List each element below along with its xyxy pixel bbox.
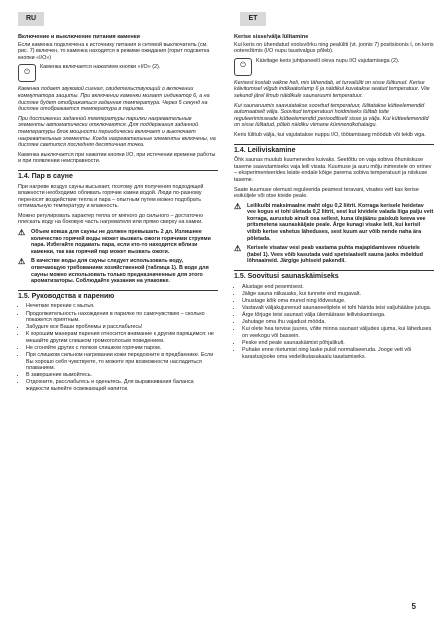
- list-item: • Unustage kõik oma mured ning lõdvestuge.: [242, 298, 434, 305]
- et-guide-list: [234, 284, 434, 361]
- list-item: • Не сгоняйте других с полков слишком горячим паром.: [26, 345, 218, 352]
- et-power-press: Käivitage keris juhtpaneelil oleva nupu I/O vajutamisega (2).: [256, 57, 400, 64]
- et-warning-2: [234, 245, 434, 265]
- list-item: • Puhake enne riietumist ning laske pulsil normaliseeruda. Jooge vett või karastusjooke oma vedelikutasakaalu taastamiseks.: [242, 347, 434, 360]
- ru-guide-list: [18, 303, 218, 392]
- list-item: • Забудьте все Ваши проблемы и расслабьтесь!: [26, 324, 218, 331]
- page-number: 5: [411, 602, 416, 611]
- list-item: • В завершение вымойтесь.: [26, 372, 218, 379]
- et-warning-2-text: Kerisele visatav vesi peab vastama puhta majapidamisvee nõuetele (tabel 1). Vees võib kasutada vaid spetsiaalselt sauna jaoks mõeldud lõhnaaineid. Järgige juhiseid pakendil.: [247, 245, 423, 265]
- warning-icon: ⚠: [234, 244, 242, 254]
- ru-heating-text: При достижении заданной температуры парилки нагревательные элементы автоматически отключаются. Для поддержания заданной температуры блок мощности периодически включает и выключает нагревательные элементы. Когда нагревательные элементы включены, на дисплее светится последняя десятичная точка.: [18, 115, 216, 149]
- ru-signal-text: Каменка подает звуковой сигнал, свидетельствующий о включении коммутатора защиты. При включении каменки мигает индикатор 6, а на дисплее будет отображаться заданная температура. Через 5 секунд на дисплее отображается температура в парилке.: [18, 86, 210, 113]
- ru-warning-1: [18, 229, 218, 255]
- warning-icon: ⚠: [18, 257, 26, 267]
- warning-icon: ⚠: [18, 228, 26, 238]
- ru-warning-2: [18, 258, 218, 284]
- list-item: • Alustage end pesemisest.: [242, 284, 434, 291]
- power-button-icon: ⏻: [234, 58, 252, 76]
- et-warning-1-text: Leilikulbi maksimaalne maht olgu 0,2 liitrit. Korraga kerisele heidetav vee kogus ei tohi ületada 0,2 liitrit, sest kui kividele valada liiga palju vett korraga, aurustub ainult osa sellest, kuna ülejäänu paiskub keeva vee pritsmetena saunaskäijate peale. Ärge kunagi visake leili, kui kerisil viibib kerise vahetus läheduses, sest kuum aur võib nende naha ära põletada.: [247, 202, 434, 242]
- ru-guide-title: 1.5. Руководства к парению: [18, 292, 115, 300]
- et-column: [234, 34, 434, 361]
- ru-power-press: Каменка включается нажатием кнопки «I/O» (2).: [40, 64, 161, 71]
- power-button-icon: ⏻: [18, 64, 36, 82]
- language-tab-et: ET: [240, 12, 266, 26]
- ru-column: [18, 34, 218, 393]
- ru-off-text: Каменка выключается при нажатии кнопки I/O, при истечении времени работы и при появлении неисправности.: [18, 151, 216, 165]
- list-item: • Ärge tõrjuge teisi saunast välja ülemäärase leiliviskamisega.: [242, 312, 434, 319]
- ru-steam-title: 1.4. Пар в сауне: [18, 172, 73, 180]
- list-item: • К хорошим манерам парения относится внимание к другим парящимся: не мешайте другим слишком громкоголосым поведением.: [26, 331, 218, 344]
- list-item: • Продолжительность нахождения в парилке по самочувствию – сколько покажется приятным.: [26, 311, 218, 324]
- ru-power-note: [18, 64, 218, 82]
- et-off-text: Keris lülitub välja, kui vajutatakse nuppu I/O, töötamisaeg möödub või tekib viga.: [234, 131, 426, 138]
- list-item: • Vastavalt väljakujunenud saunaeeetiplele ei tohi häirida teisi valjuhäälse jutuga.: [242, 305, 434, 312]
- et-power-note: [234, 58, 434, 76]
- list-item: • Peske end peale saunaskäimist põhjalikult.: [242, 340, 434, 347]
- ru-steam-section: [18, 170, 218, 285]
- list-item: • При слишком сильном нагревании кожи передохните в предбаннике. Если Вы хорошо себя чувствуете, то можете при возможности насладиться плаванием.: [26, 352, 218, 372]
- et-heating-text: Kui saunaruumis saavutatakse soovitud temperatuur, lülitatakse kütteelemendid automaatselt välja. Soovitud temperatuuri hoidmiseks lülitab toite reguleerimisseade kütteelemendid perioodiliselt sisse ja välja. Kui kütteelemendid on sisse lülitatud, põleb näidiku viimane kümnendkohalaigu.: [234, 102, 429, 129]
- et-power-intro: Kui keris on ühendatud vooluvõrku ning pealüliti (vt. joonis 7) positsioonis I, on keris ooterežiimis (I/O nupu taustvalgus põleb).: [234, 41, 434, 55]
- list-item: • Нечеткие перение с мытья.: [26, 303, 218, 310]
- ru-power-title: Включение и выключение питания каменки: [18, 34, 140, 40]
- list-item: • Jälige sauna niikauaks, kui tunnete end mugavalt.: [242, 291, 434, 298]
- et-warning-1: [234, 203, 434, 243]
- ru-steam-text-2: Можно регулировать характер тепла от мягкого до сильного – достаточно плескать воду на боковую часть нагревателя или прямо сверху на камни.: [18, 212, 204, 226]
- et-steam-title: 1.4. Leiliviskamine: [234, 146, 296, 154]
- ru-guide-section: [18, 290, 218, 393]
- ru-steam-text-1: При нагреве воздух сауны высыхает, поэтому для получения подходящей влажности необходимо обливать горячие камни водой. Люди по-разному переносят воздействие тепла и пара – опытным путем можно подобрать оптимальную температуру и влажность.: [18, 183, 204, 210]
- list-item: • Отдохните, расслабьтесь и оденьтесь. Для выравнивания баланса жидкости выпейте освежающий напиток.: [26, 379, 218, 392]
- ru-power-intro: Если каменка подключена к источнику питания и сетевой выключатель (см. рис. 7) включен, то каменка находится в режиме ожидания (горит подсветка кнопки «I/O»): [18, 41, 210, 61]
- warning-icon: ⚠: [234, 201, 242, 211]
- et-steam-text-2: Saate kuumuse olemust reguleerida peamest teravani, visates vett kas kerise esiküljele või otse kivide peale.: [234, 186, 419, 200]
- et-signal-text: Kerisest kostab vaikne heli, mis tähendab, et turvalüliti on sisse lülitunud. Kerise käivitumisel vilgub indikaatorlamp 6 ja näidikul kuvatakse seatud temperatuur. Viie sekundi järel ilmub näidikule saunaruumi temperatuur.: [234, 79, 430, 99]
- list-item: • Jahutage oma ihu vajadust mööda.: [242, 319, 434, 326]
- et-steam-section: [234, 144, 434, 266]
- et-steam-text-1: Õhk saunas muutub kuumenedes kuivaks. Seetõttu on vaja sobiva õhuniiskuse taseme saavutamiseks vaja leili visata. Kuumuse ja auru mõju inimestele on erinev – eksperimenteerides leiate endale kõige parema sobiva temperatuuri ja niiskuse taseme.: [234, 157, 432, 183]
- et-guide-section: [234, 270, 434, 360]
- et-guide-title: 1.5. Soovitusi saunaskäimiseks: [234, 273, 339, 281]
- language-tab-ru: RU: [18, 12, 44, 26]
- ru-warning-1-text: Объем ковша для сауны не должен превышать 2 дл. Излишнее количество горячей воды может вызвать ожоги горячими струями пара. Избегайте подавать пара, если кто-то находится вблизи каменки, так как горячий пар может вызвать ожоги.: [31, 229, 211, 255]
- list-item: • Kui olete hea tervise juures, võite minna saunast väljudes ujuma, kui läheduses on veekogu või bassein.: [242, 326, 434, 339]
- ru-warning-2-text: В качестве воды для сауны следует использовать воду, отвечающую требованиям хозяйственной (таблица 1). В воде для сауны можно использовать только предназначенные для этого ароматизаторы. Соблюдайте указания на упаковке.: [31, 258, 209, 285]
- et-power-title: Kerise sisse/välja lülitamine: [234, 34, 309, 40]
